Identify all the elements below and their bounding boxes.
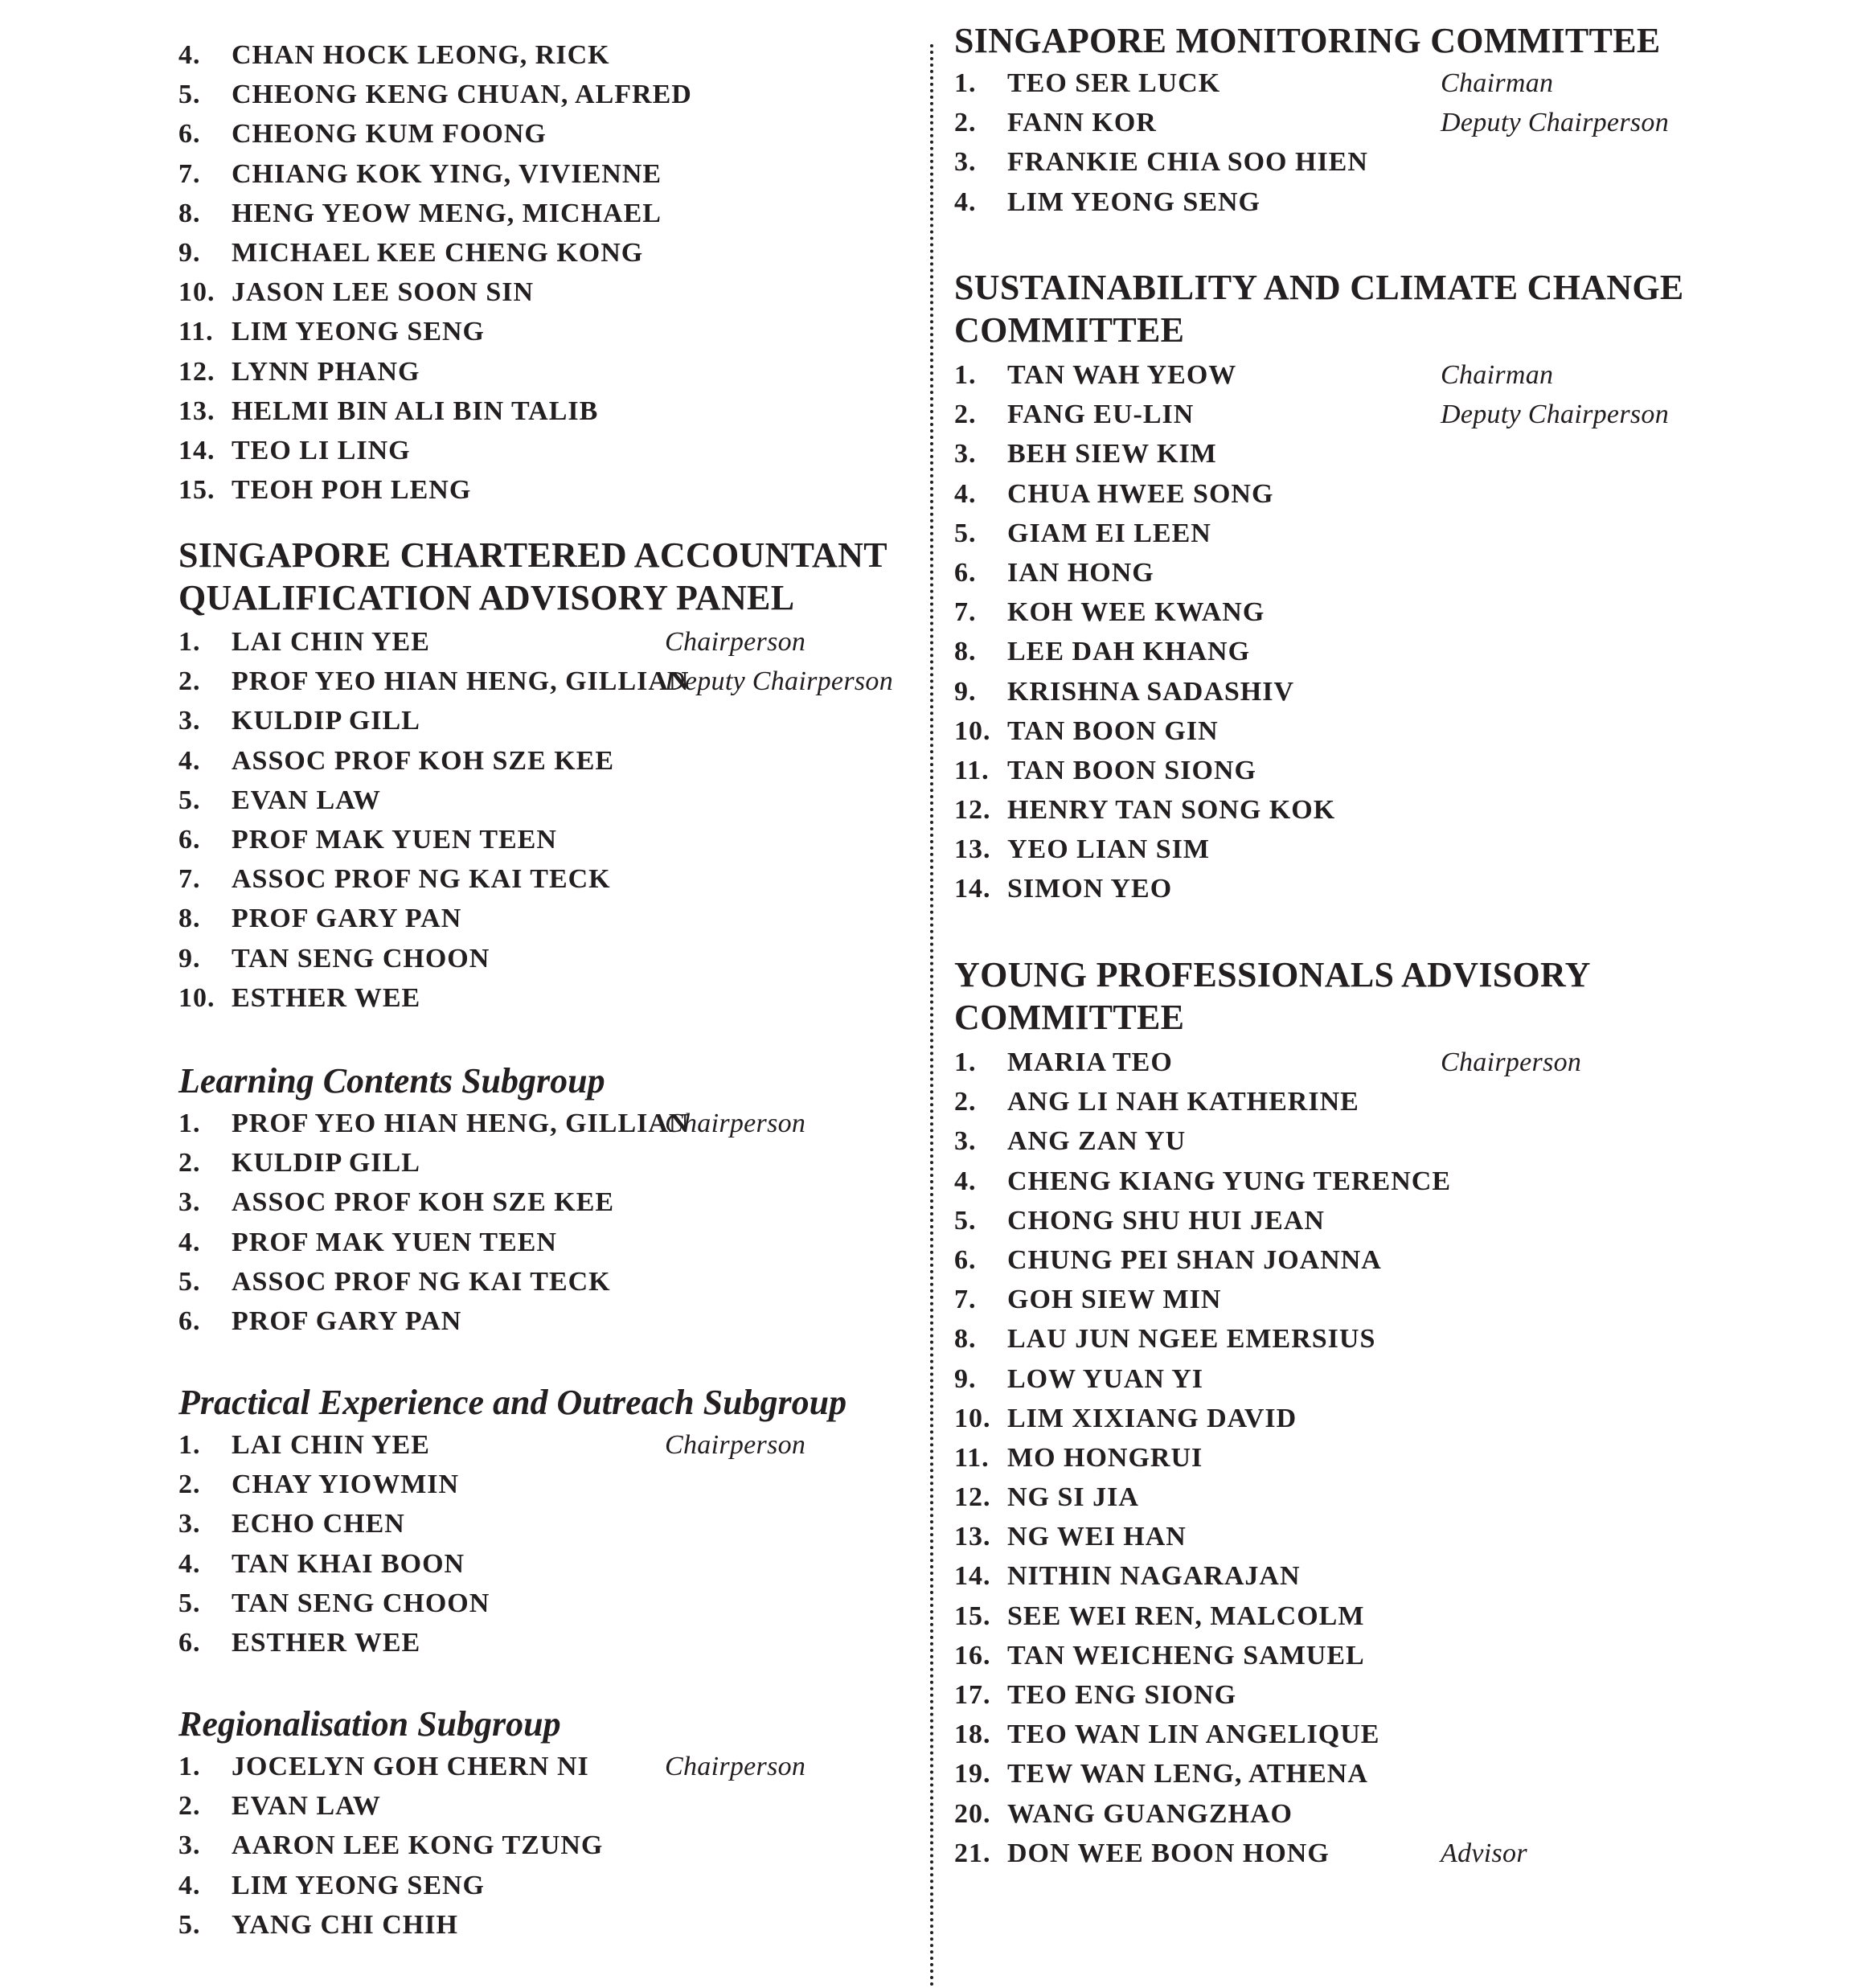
member-name: LOW YUAN YI — [1007, 1363, 1203, 1394]
member-number: 14. — [178, 435, 215, 465]
member-row — [954, 1082, 1758, 1121]
member-name: BEH SIEW KIM — [1007, 439, 1217, 469]
subgroup-heading — [178, 1381, 846, 1424]
member-row — [178, 820, 894, 859]
member-name: PROF MAK YUEN TEEN — [232, 1227, 557, 1257]
heading-line: QUALIFICATION ADVISORY PANEL — [178, 578, 795, 617]
member-row — [954, 64, 1758, 103]
member-name: MICHAEL KEE CHENG KONG — [232, 237, 644, 268]
member-number: 6. — [954, 557, 977, 588]
member-name: TEO LI LING — [232, 435, 411, 465]
member-row — [954, 1675, 1758, 1715]
member-row — [178, 859, 894, 899]
member-row — [178, 939, 894, 978]
member-name: GOH SIEW MIN — [1007, 1285, 1222, 1315]
member-name: WANG GUANGZHAO — [1007, 1798, 1293, 1829]
member-number: 2. — [954, 108, 977, 138]
member-name: CHUNG PEI SHAN JOANNA — [1007, 1244, 1382, 1275]
member-row — [954, 751, 1758, 790]
member-row — [178, 1104, 894, 1143]
member-row — [178, 1584, 894, 1623]
member-name: ESTHER WEE — [232, 982, 421, 1013]
member-number: 19. — [954, 1759, 991, 1789]
member-number: 5. — [178, 1909, 201, 1940]
member-number: 7. — [178, 864, 201, 895]
member-number: 9. — [178, 237, 201, 268]
member-row — [178, 1301, 894, 1341]
member-number: 1. — [178, 1752, 201, 1781]
member-number: 20. — [954, 1798, 991, 1829]
member-number: 1. — [178, 627, 201, 657]
member-number: 1. — [954, 360, 977, 390]
member-row — [954, 1240, 1758, 1280]
heading-line: Practical Experience and Outreach Subgroup — [178, 1383, 847, 1422]
member-number: 5. — [954, 1205, 977, 1236]
member-role: Chairman — [1441, 68, 1554, 98]
member-name: LIM XIXIANG DAVID — [1007, 1403, 1297, 1433]
member-number: 2. — [178, 1469, 201, 1500]
member-name: SIMON YEO — [1007, 874, 1173, 904]
member-row — [178, 701, 894, 740]
member-name: ASSOC PROF KOH SZE KEE — [232, 1187, 615, 1218]
member-row — [178, 114, 894, 154]
member-number: 5. — [178, 785, 201, 815]
member-name: YANG CHI CHIH — [232, 1909, 458, 1940]
member-number: 1. — [954, 1047, 977, 1077]
member-name: ECHO CHEN — [232, 1509, 405, 1539]
member-name: TAN KHAI BOON — [232, 1548, 465, 1579]
member-role: Deputy Chairperson — [1441, 108, 1669, 138]
member-number: 9. — [954, 676, 977, 707]
heading-line: SINGAPORE MONITORING COMMITTEE — [954, 21, 1661, 60]
member-number: 8. — [178, 904, 201, 934]
member-name: CHAY YIOWMIN — [232, 1469, 460, 1500]
member-number: 2. — [178, 1791, 201, 1822]
member-number: 8. — [178, 198, 201, 228]
member-number: 1. — [178, 1109, 201, 1138]
member-name: CHUA HWEE SONG — [1007, 478, 1274, 509]
section-heading — [954, 19, 1661, 62]
member-number: 3. — [178, 1830, 201, 1861]
member-row — [954, 103, 1758, 142]
member-row — [954, 1359, 1758, 1399]
member-number: 14. — [954, 874, 991, 904]
member-row — [954, 1280, 1758, 1319]
member-row — [954, 1636, 1758, 1675]
member-number: 7. — [178, 158, 201, 189]
member-number: 10. — [954, 1403, 991, 1433]
member-number: 13. — [954, 1522, 991, 1552]
member-name: MARIA TEO — [1007, 1047, 1173, 1077]
member-row — [178, 1504, 894, 1543]
member-number: 6. — [954, 1244, 977, 1275]
member-number: 6. — [178, 119, 201, 150]
member-row — [954, 1438, 1758, 1478]
member-row — [954, 869, 1758, 908]
member-number: 3. — [178, 1509, 201, 1539]
member-role: Advisor — [1441, 1838, 1527, 1868]
member-name: KRISHNA SADASHIV — [1007, 676, 1295, 707]
member-number: 4. — [178, 1227, 201, 1257]
member-name: TAN WEICHENG SAMUEL — [1007, 1640, 1365, 1670]
member-number: 17. — [954, 1680, 991, 1710]
member-number: 10. — [178, 982, 215, 1013]
member-number: 15. — [178, 475, 215, 506]
member-row — [178, 1465, 894, 1504]
member-name: PROF GARY PAN — [232, 1306, 462, 1336]
member-name: ANG ZAN YU — [1007, 1126, 1187, 1157]
member-row — [178, 1544, 894, 1584]
member-list — [954, 1043, 1758, 1873]
member-row — [954, 514, 1758, 553]
member-row — [178, 1623, 894, 1662]
heading-line: Learning Contents Subgroup — [178, 1061, 605, 1101]
member-name: FANN KOR — [1007, 108, 1157, 138]
member-name: JASON LEE SOON SIN — [232, 277, 535, 308]
member-row — [178, 1183, 894, 1222]
member-name: LYNN PHANG — [232, 356, 420, 387]
member-row — [954, 790, 1758, 830]
member-role: Chairperson — [1441, 1047, 1582, 1077]
member-number: 11. — [954, 1442, 990, 1473]
member-number: 1. — [178, 1430, 201, 1460]
member-number: 8. — [954, 1324, 977, 1355]
member-name: KULDIP GILL — [232, 706, 420, 736]
member-name: CHONG SHU HUI JEAN — [1007, 1205, 1325, 1236]
member-number: 15. — [954, 1601, 991, 1631]
member-name: NG WEI HAN — [1007, 1522, 1187, 1552]
member-row — [178, 233, 894, 273]
member-row — [954, 1834, 1758, 1873]
member-name: DON WEE BOON HONG — [1007, 1838, 1330, 1868]
member-number: 3. — [178, 1187, 201, 1218]
heading-line: COMMITTEE — [954, 310, 1185, 350]
member-number: 11. — [954, 755, 990, 785]
member-number: 3. — [954, 1126, 977, 1157]
member-number: 4. — [954, 478, 977, 509]
member-row — [954, 1043, 1758, 1082]
member-row — [178, 470, 894, 510]
member-row — [954, 1556, 1758, 1596]
member-name: LIM YEONG SENG — [232, 317, 486, 347]
member-name: CHENG KIANG YUNG TERENCE — [1007, 1166, 1452, 1196]
member-name: TEO ENG SIONG — [1007, 1680, 1237, 1710]
member-name: NITHIN NAGARAJAN — [1007, 1561, 1301, 1592]
member-name: LIM YEONG SENG — [232, 1870, 486, 1900]
heading-line: SUSTAINABILITY AND CLIMATE CHANGE — [954, 268, 1684, 307]
member-number: 8. — [954, 637, 977, 667]
member-name: JOCELYN GOH CHERN NI — [232, 1752, 589, 1781]
member-row — [178, 1223, 894, 1262]
member-number: 2. — [954, 1087, 977, 1117]
member-number: 2. — [178, 1148, 201, 1178]
member-number: 6. — [178, 1627, 201, 1658]
subgroup-heading — [178, 1703, 561, 1745]
member-number: 1. — [954, 68, 977, 98]
member-name: NG SI JIA — [1007, 1482, 1139, 1513]
subgroup-heading — [178, 1060, 605, 1102]
member-number: 2. — [954, 400, 977, 430]
member-row — [954, 1597, 1758, 1636]
member-number: 12. — [954, 795, 991, 826]
heading-line: SINGAPORE CHARTERED ACCOUNTANT — [178, 535, 887, 575]
member-number: 4. — [178, 40, 201, 70]
member-row — [178, 1866, 894, 1905]
member-number: 21. — [954, 1838, 991, 1868]
member-number: 5. — [178, 1588, 201, 1618]
member-row — [954, 142, 1758, 182]
member-row — [178, 1262, 894, 1301]
member-number: 12. — [954, 1482, 991, 1513]
member-name: FRANKIE CHIA SOO HIEN — [1007, 147, 1368, 178]
member-row — [954, 474, 1758, 514]
member-row — [178, 431, 894, 470]
member-name: TEO SER LUCK — [1007, 68, 1221, 98]
member-number: 7. — [954, 1285, 977, 1315]
member-list — [178, 1747, 894, 1945]
member-name: KOH WEE KWANG — [1007, 597, 1265, 628]
member-number: 13. — [178, 396, 215, 426]
member-row — [178, 781, 894, 820]
member-row — [178, 1747, 894, 1786]
member-name: CHEONG KENG CHUAN, ALFRED — [232, 80, 692, 110]
member-number: 5. — [178, 80, 201, 110]
member-row — [954, 1319, 1758, 1359]
heading-line: YOUNG PROFESSIONALS ADVISORY — [954, 955, 1591, 994]
member-number: 10. — [954, 715, 991, 746]
member-name: HELMI BIN ALI BIN TALIB — [232, 396, 599, 426]
member-row — [954, 1754, 1758, 1793]
member-number: 9. — [954, 1363, 977, 1394]
member-row — [178, 75, 894, 114]
member-role: Chairperson — [665, 627, 806, 657]
member-row — [178, 1425, 894, 1465]
member-name: SEE WEI REN, MALCOLM — [1007, 1601, 1365, 1631]
member-number: 5. — [178, 1266, 201, 1297]
member-row — [178, 391, 894, 431]
section-heading — [178, 534, 887, 619]
member-name: CHIANG KOK YING, VIVIENNE — [232, 158, 662, 189]
member-number: 4. — [178, 745, 201, 776]
member-row — [954, 1715, 1758, 1754]
member-number: 14. — [954, 1561, 991, 1592]
member-number: 13. — [954, 834, 991, 865]
member-row — [954, 1162, 1758, 1201]
member-name: HENG YEOW MENG, MICHAEL — [232, 198, 662, 228]
member-list — [178, 35, 894, 510]
member-row — [954, 182, 1758, 222]
member-row — [178, 978, 894, 1018]
member-row — [954, 592, 1758, 632]
member-list — [178, 622, 894, 1018]
member-number: 5. — [954, 518, 977, 548]
member-name: LIM YEONG SENG — [1007, 187, 1261, 217]
member-name: TAN WAH YEOW — [1007, 360, 1237, 390]
member-number: 16. — [954, 1640, 991, 1670]
member-row — [954, 553, 1758, 592]
member-list — [954, 355, 1758, 909]
member-name: TAN SENG CHOON — [232, 943, 490, 974]
member-name: LAU JUN NGEE EMERSIUS — [1007, 1324, 1376, 1355]
member-role: Chairperson — [665, 1430, 806, 1460]
member-name: TAN BOON GIN — [1007, 715, 1219, 746]
member-number: 6. — [178, 824, 201, 855]
member-name: YEO LIAN SIM — [1007, 834, 1210, 865]
member-name: TEOH POH LENG — [232, 475, 472, 506]
member-row — [178, 662, 894, 701]
member-list — [178, 1104, 894, 1341]
member-number: 3. — [954, 439, 977, 469]
member-name: TAN SENG CHOON — [232, 1588, 490, 1618]
member-name: PROF GARY PAN — [232, 904, 462, 934]
heading-line: Regionalisation Subgroup — [178, 1704, 561, 1744]
member-name: FANG EU-LIN — [1007, 400, 1195, 430]
member-list — [178, 1425, 894, 1662]
member-row — [954, 434, 1758, 473]
member-row — [178, 741, 894, 781]
member-name: EVAN LAW — [232, 1791, 381, 1822]
member-name: ESTHER WEE — [232, 1627, 421, 1658]
member-role: Chairperson — [665, 1752, 806, 1781]
member-name: ASSOC PROF NG KAI TECK — [232, 864, 611, 895]
member-number: 12. — [178, 356, 215, 387]
section-heading — [954, 266, 1684, 351]
member-number: 2. — [178, 666, 201, 697]
member-role: Deputy Chairperson — [1441, 400, 1669, 430]
member-name: PROF YEO HIAN HENG, GILLIAN — [232, 1109, 690, 1138]
member-number: 4. — [178, 1870, 201, 1900]
member-row — [178, 899, 894, 938]
member-name: KULDIP GILL — [232, 1148, 420, 1178]
member-row — [178, 154, 894, 194]
member-number: 6. — [178, 1306, 201, 1336]
member-number: 10. — [178, 277, 215, 308]
member-row — [178, 1786, 894, 1826]
member-name: TEO WAN LIN ANGELIQUE — [1007, 1720, 1380, 1750]
member-row — [178, 273, 894, 312]
member-row — [954, 395, 1758, 434]
member-number: 4. — [954, 1166, 977, 1196]
member-name: CHEONG KUM FOONG — [232, 119, 547, 150]
member-name: ANG LI NAH KATHERINE — [1007, 1087, 1359, 1117]
member-row — [954, 1517, 1758, 1556]
member-list — [954, 64, 1758, 222]
member-row — [178, 1905, 894, 1945]
member-row — [954, 672, 1758, 711]
section-heading — [954, 953, 1591, 1039]
member-role: Chairman — [1441, 360, 1554, 390]
member-name: CHAN HOCK LEONG, RICK — [232, 40, 610, 70]
member-row — [178, 35, 894, 75]
member-role: Chairperson — [665, 1109, 806, 1138]
member-row — [954, 632, 1758, 671]
member-row — [954, 1794, 1758, 1834]
member-row — [178, 622, 894, 662]
member-number: 4. — [178, 1548, 201, 1579]
member-name: IAN HONG — [1007, 557, 1154, 588]
member-number: 3. — [178, 706, 201, 736]
member-row — [178, 1143, 894, 1183]
member-row — [178, 312, 894, 351]
member-name: LAI CHIN YEE — [232, 627, 430, 657]
member-name: EVAN LAW — [232, 785, 381, 815]
member-row — [954, 1478, 1758, 1517]
member-row — [954, 711, 1758, 751]
member-name: AARON LEE KONG TZUNG — [232, 1830, 604, 1861]
member-name: HENRY TAN SONG KOK — [1007, 795, 1336, 826]
member-name: TEW WAN LENG, ATHENA — [1007, 1759, 1368, 1789]
member-row — [178, 194, 894, 233]
member-name: TAN BOON SIONG — [1007, 755, 1256, 785]
member-name: ASSOC PROF KOH SZE KEE — [232, 745, 615, 776]
heading-line: COMMITTEE — [954, 998, 1185, 1037]
member-number: 11. — [178, 317, 214, 347]
member-name: GIAM EI LEEN — [1007, 518, 1211, 548]
member-number: 18. — [954, 1720, 991, 1750]
member-name: MO HONGRUI — [1007, 1442, 1203, 1473]
member-row — [954, 355, 1758, 395]
member-name: PROF MAK YUEN TEEN — [232, 824, 557, 855]
member-role: Deputy Chairperson — [665, 666, 893, 697]
member-row — [178, 1826, 894, 1865]
member-name: ASSOC PROF NG KAI TECK — [232, 1266, 611, 1297]
member-number: 7. — [954, 597, 977, 628]
column-divider — [930, 44, 933, 1988]
member-row — [954, 1399, 1758, 1438]
member-number: 9. — [178, 943, 201, 974]
member-name: LEE DAH KHANG — [1007, 637, 1251, 667]
member-row — [178, 352, 894, 391]
member-number: 3. — [954, 147, 977, 178]
member-row — [954, 1201, 1758, 1240]
member-name: LAI CHIN YEE — [232, 1430, 430, 1460]
member-row — [954, 830, 1758, 869]
member-name: PROF YEO HIAN HENG, GILLIAN — [232, 666, 690, 697]
member-number: 4. — [954, 187, 977, 217]
member-row — [954, 1121, 1758, 1161]
